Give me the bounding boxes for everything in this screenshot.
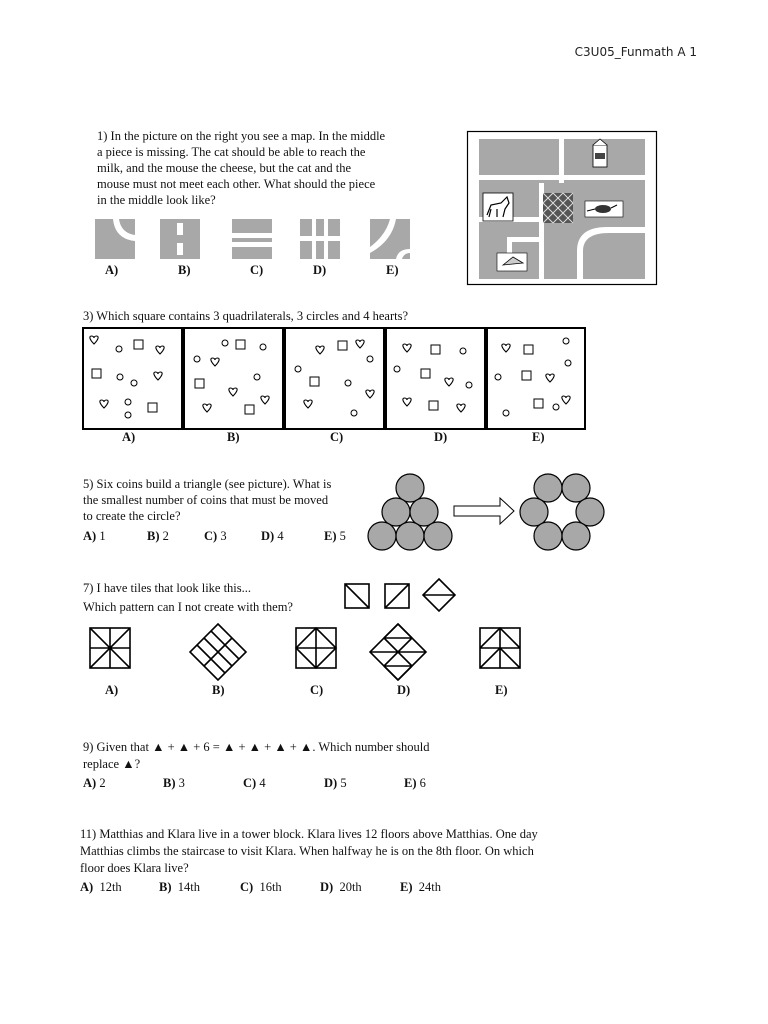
q7-option-d[interactable]: D) xyxy=(397,683,411,697)
q3-option-e[interactable]: E) xyxy=(532,430,545,444)
q5-option-d[interactable]: D) 4 xyxy=(261,529,284,543)
q5-coins xyxy=(372,472,604,552)
q5-option-e[interactable]: E) 5 xyxy=(324,529,346,543)
q3-squares xyxy=(82,327,585,431)
arrow-icon xyxy=(454,498,514,524)
q3-square-c xyxy=(285,328,384,429)
question-7-line: Which pattern can I not create with them? xyxy=(83,600,293,614)
question-1-line: mouse must not meet each other. What should the piece xyxy=(97,177,376,191)
q1-piece-e xyxy=(370,219,410,259)
question-1-line: in the middle look like? xyxy=(97,193,216,207)
page-header: C3U05_Funmath A 1 xyxy=(574,45,697,59)
q5-option-c[interactable]: C) 3 xyxy=(204,529,227,543)
q7-pattern-c xyxy=(296,628,336,668)
q3-square-e xyxy=(487,328,585,429)
q7-patterns xyxy=(88,622,528,684)
q11-option-d[interactable]: D) 20th xyxy=(320,880,362,894)
q1-piece-a xyxy=(95,219,135,259)
q11-option-b[interactable]: B) 14th xyxy=(159,880,200,894)
q3-option-b[interactable]: B) xyxy=(227,430,240,444)
q9-option-b[interactable]: B) 3 xyxy=(163,776,185,790)
q5-option-a[interactable]: A) 1 xyxy=(83,529,106,543)
q11-option-c[interactable]: C) 16th xyxy=(240,880,282,894)
q3-square-a xyxy=(83,328,182,429)
q3-option-a[interactable]: A) xyxy=(122,430,136,444)
q5-option-b[interactable]: B) 2 xyxy=(147,529,169,543)
coin-triangle xyxy=(368,474,452,550)
question-11-line: Matthias climbs the staircase to visit Klara. When halfway he is on the 8th floor. On which xyxy=(80,844,534,858)
q7-option-e[interactable]: E) xyxy=(495,683,508,697)
question-11-line: floor does Klara live? xyxy=(80,861,189,875)
q1-option-c[interactable]: C) xyxy=(250,263,264,277)
q7-pattern-d xyxy=(370,624,426,680)
milk-icon xyxy=(593,139,607,167)
q1-piece-b xyxy=(160,219,200,259)
q1-piece-d xyxy=(300,219,340,259)
q1-piece-c xyxy=(232,219,272,259)
q1-option-a[interactable]: A) xyxy=(105,263,119,277)
q1-option-d[interactable]: D) xyxy=(313,263,327,277)
question-9-line: 9) Given that ▲ + ▲ + 6 = ▲ + ▲ + ▲ + ▲. Which number should xyxy=(83,740,430,754)
q3-square-b xyxy=(184,328,283,429)
q1-map xyxy=(467,131,657,285)
q7-pattern-b xyxy=(190,624,246,680)
question-3-text: 3) Which square contains 3 quadrilaterals, 3 circles and 4 hearts? xyxy=(83,309,408,323)
q7-tiles xyxy=(343,578,458,612)
q1-option-b[interactable]: B) xyxy=(178,263,191,277)
q3-option-c[interactable]: C) xyxy=(330,430,344,444)
q9-option-c[interactable]: C) 4 xyxy=(243,776,266,790)
q7-option-a[interactable]: A) xyxy=(105,683,119,697)
question-1-line: milk, and the mouse the cheese, but the cat and the xyxy=(97,161,352,175)
question-5-line: the smallest number of coins that must be moved xyxy=(83,493,329,507)
question-7-line: 7) I have tiles that look like this... xyxy=(83,581,252,595)
q9-option-d[interactable]: D) 5 xyxy=(324,776,347,790)
mouse-icon xyxy=(585,201,623,217)
cheese-icon xyxy=(497,253,527,271)
q11-option-e[interactable]: E) 24th xyxy=(400,880,441,894)
question-9-line: replace ▲? xyxy=(83,757,141,771)
question-1-line: a piece is missing. The cat should be able to reach the xyxy=(97,145,366,159)
q9-option-e[interactable]: E) 6 xyxy=(404,776,426,790)
q9-option-a[interactable]: A) 2 xyxy=(83,776,106,790)
q7-pattern-e xyxy=(480,628,520,668)
coin-circle xyxy=(520,474,604,550)
q1-answer-pieces xyxy=(95,219,415,259)
question-5-line: 5) Six coins build a triangle (see picture). What is xyxy=(83,477,332,491)
q3-option-d[interactable]: D) xyxy=(434,430,448,444)
question-5-line: to create the circle? xyxy=(83,509,181,523)
question-11-line: 11) Matthias and Klara live in a tower block. Klara lives 12 floors above Matthias. One day xyxy=(80,827,538,841)
q7-option-b[interactable]: B) xyxy=(212,683,225,697)
q7-option-c[interactable]: C) xyxy=(310,683,324,697)
q1-option-e[interactable]: E) xyxy=(386,263,399,277)
q3-square-d xyxy=(386,328,485,429)
q7-pattern-a xyxy=(90,628,130,668)
cat-icon xyxy=(483,193,513,221)
q11-option-a[interactable]: A) 12th xyxy=(80,880,122,894)
question-1-line: 1) In the picture on the right you see a map. In the middle xyxy=(97,129,386,143)
